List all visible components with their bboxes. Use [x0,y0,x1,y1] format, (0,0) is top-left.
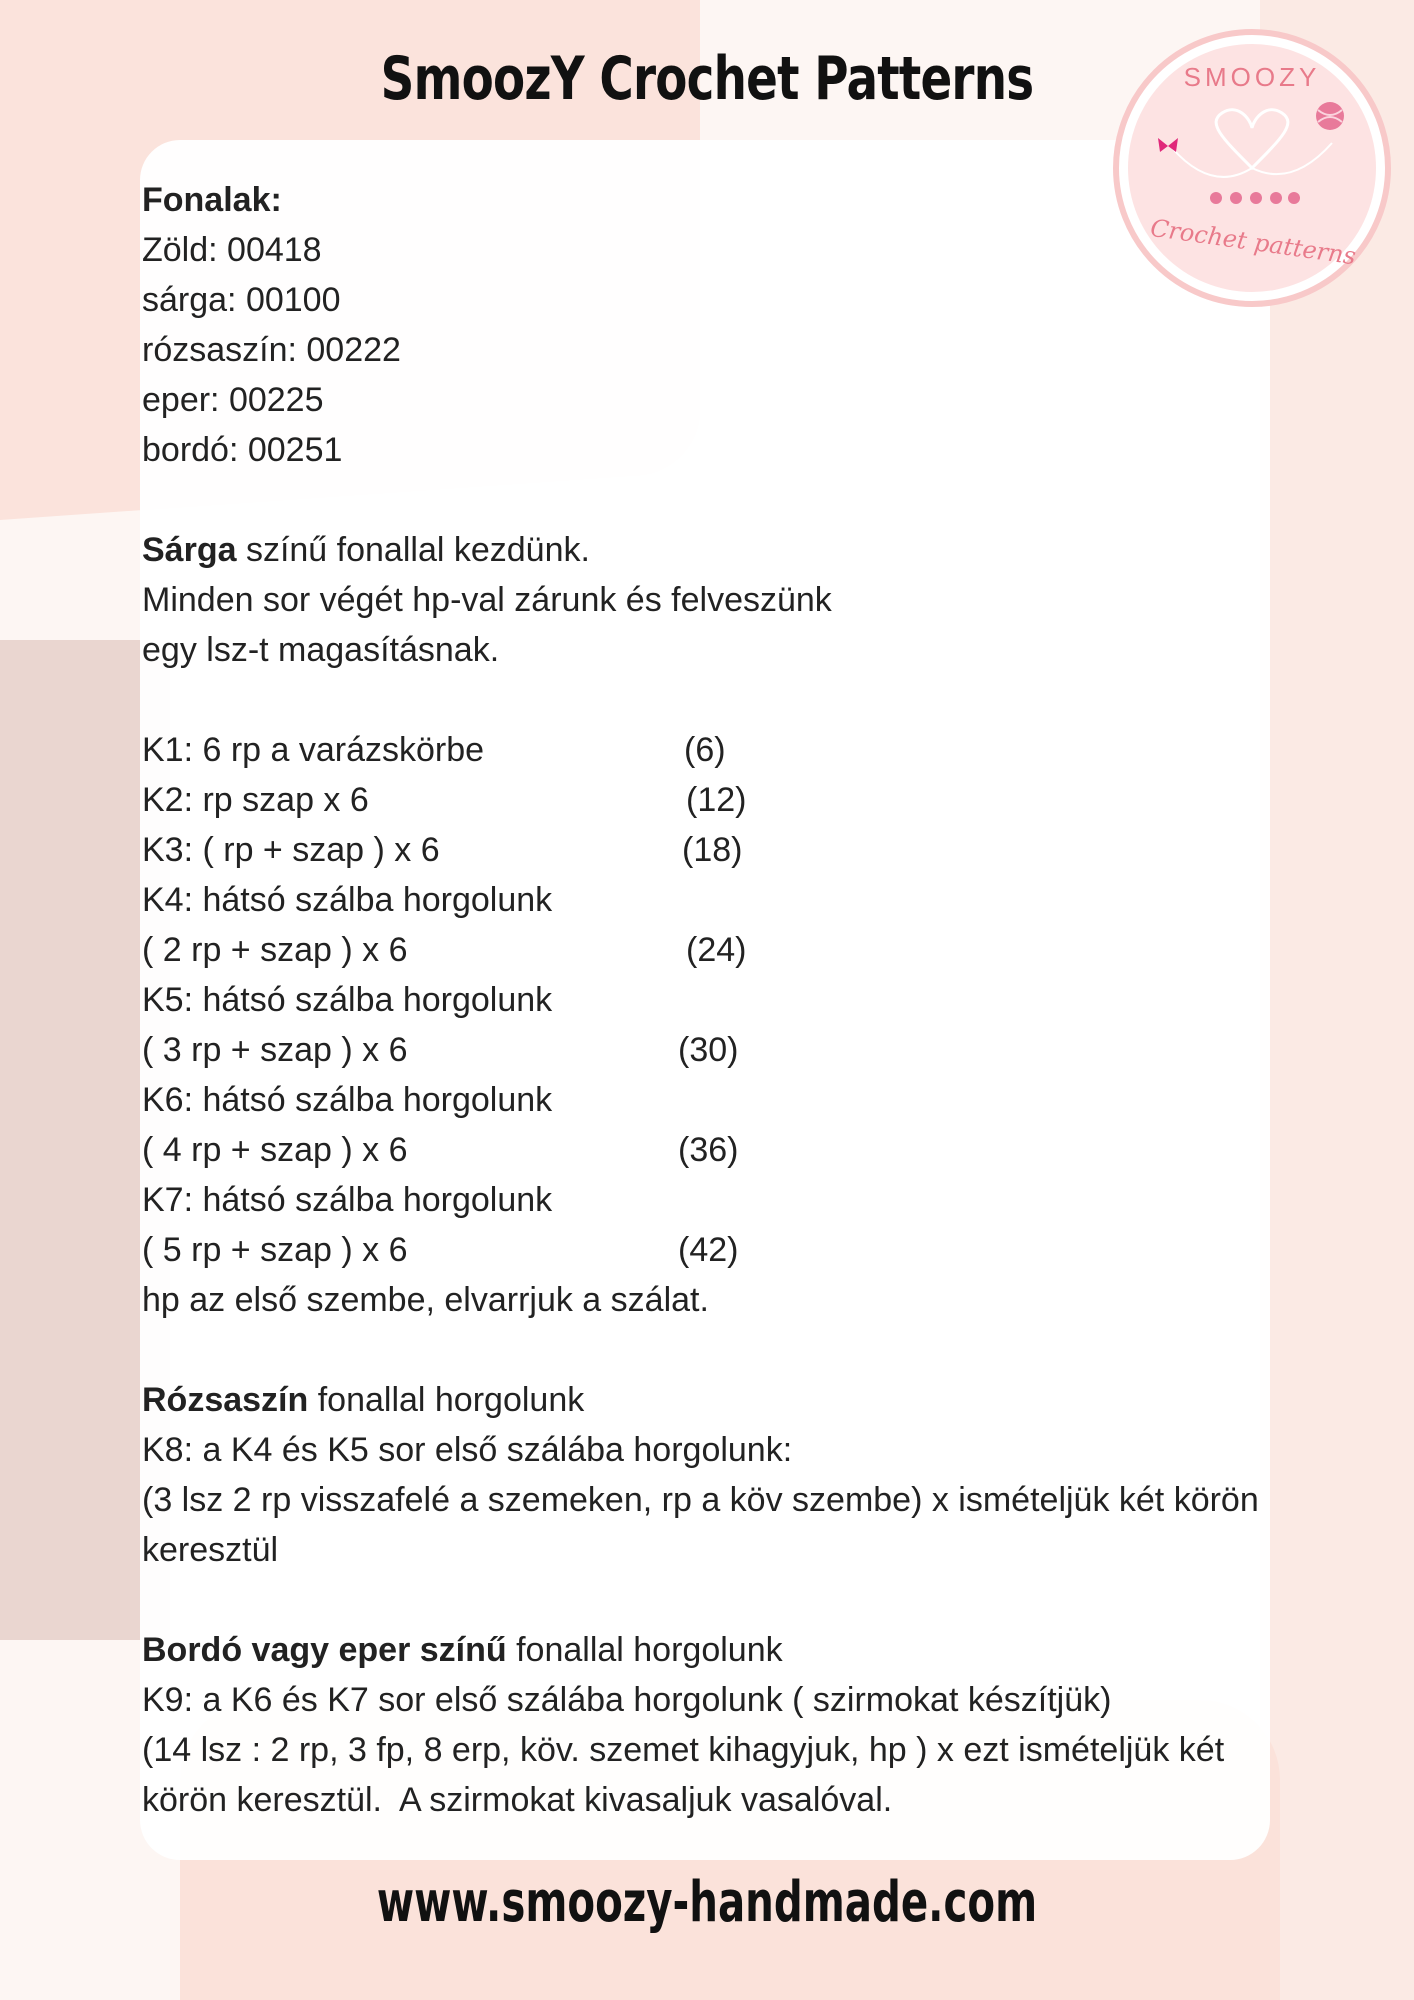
yarns-heading: Fonalak: [142,181,282,219]
intro-line: Minden sor végét hp-val zárunk és felveszünk [142,581,832,619]
pink-section-line: (3 lsz 2 rp visszafelé a szemeken, rp a köv szembe) x ismételjük két körön [142,1481,1259,1519]
intro-line: Sárga színű fonallal kezdünk. [142,531,590,569]
stitch-count: (24) [686,931,747,969]
stitch-count: (6) [684,731,726,769]
bordo-section-line: K9: a K6 és K7 sor első szálába horgolunk ( szirmokat készítjük) [142,1681,1112,1719]
round-row: K5: hátsó szálba horgolunk [142,981,553,1019]
stitch-count: (42) [678,1231,739,1269]
pink-section-line: Rózsaszín fonallal horgolunk [142,1381,585,1419]
round-row: ( 2 rp + szap ) x 6 (24) [142,925,1342,975]
yarn-item: sárga: 00100 [142,281,341,319]
pattern-body [142,175,1342,1825]
round-row: K4: hátsó szálba horgolunk [142,881,553,919]
round-row: K7: hátsó szálba horgolunk [142,1181,553,1219]
round-row: K3: ( rp + szap ) x 6 (18) [142,825,1342,875]
yarn-ball-icon [1316,102,1344,130]
round-row: K6: hátsó szálba horgolunk [142,1081,553,1119]
bordo-section-line: körön keresztül. A szirmokat kivasaljuk vasalóval. [142,1781,893,1819]
yarn-item: Zöld: 00418 [142,231,322,269]
round-row: ( 4 rp + szap ) x 6 (36) [142,1125,1342,1175]
intro-line: egy lsz-t magasításnak. [142,631,500,669]
yarn-item: rózsaszín: 00222 [142,331,401,369]
logo-top-text: SMOOZY [1183,62,1321,92]
stitch-count: (30) [678,1031,739,1069]
stitch-count: (36) [678,1131,739,1169]
round-row: K1: 6 rp a varázskörbe (6) [142,725,1342,775]
round-row: K2: rp szap x 6 (12) [142,775,1342,825]
yarn-item: eper: 00225 [142,381,324,419]
footer-url[interactable]: www.smoozy-handmade.com [376,1870,1038,1935]
rounds-end: hp az első szembe, elvarrjuk a szálat. [142,1281,709,1319]
round-row: ( 3 rp + szap ) x 6 (30) [142,1025,1342,1075]
yarn-item: bordó: 00251 [142,431,343,469]
pink-section-line: K8: a K4 és K5 sor első szálába horgolunk: [142,1431,793,1469]
logo-bottom-text: Crochet patterns [1148,213,1358,271]
bordo-section-line: (14 lsz : 2 rp, 3 fp, 8 erp, köv. szemet kihagyjuk, hp ) x ezt ismételjük két [142,1731,1225,1769]
stitch-count: (12) [686,781,747,819]
stitch-count: (18) [682,831,743,869]
bordo-section-line: Bordó vagy eper színű fonallal horgolunk [142,1631,783,1669]
round-row: ( 5 rp + szap ) x 6 (42) [142,1225,1342,1275]
page-title: SmoozY Crochet Patterns [380,44,1034,114]
pink-section-line: keresztül [142,1531,279,1569]
